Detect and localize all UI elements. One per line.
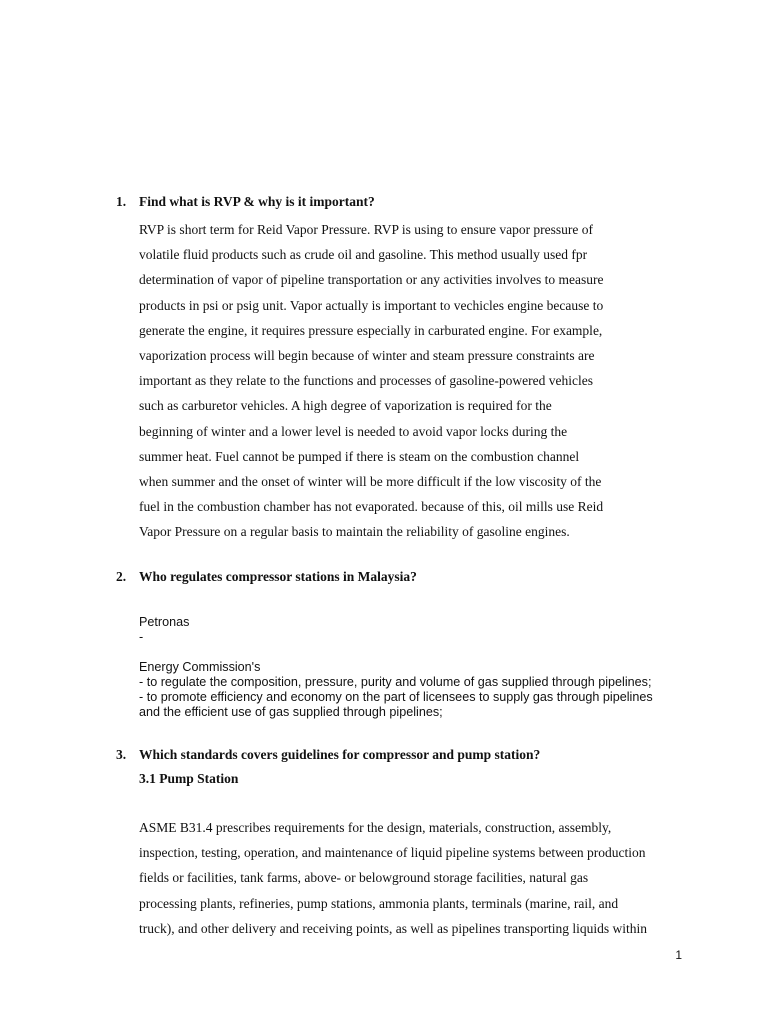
question-2-answer (139, 615, 676, 720)
answer-line: important as they relate to the functions and processes of gasoline-powered vehicles (139, 373, 593, 389)
question-1 (116, 193, 676, 545)
question-1-answer (139, 217, 676, 545)
question-3-title: Which standards covers guidelines for compressor and pump station? (139, 747, 541, 762)
question-3-answer (139, 815, 676, 941)
answer-line: Vapor Pressure on a regular basis to maintain the reliability of gasoline engines. (139, 524, 570, 540)
question-2 (116, 568, 676, 720)
answer-line: processing plants, refineries, pump stations, ammonia plants, terminals (marine, rail, and (139, 895, 619, 911)
question-2-heading (116, 568, 676, 586)
question-1-number: 1. (116, 194, 127, 209)
regulator-detail-line: - to promote efficiency and economy on the part of licensees to supply gas through pipelines (139, 690, 653, 704)
answer-line: generate the engine, it requires pressure especially in carburated engine. For example, (139, 322, 603, 338)
regulator-energy-commission: Energy Commission's (139, 660, 261, 674)
question-3-number: 3. (116, 747, 127, 762)
regulator-detail-line: and the efficient use of gas supplied through pipelines; (139, 705, 443, 719)
answer-line: truck), and other delivery and receiving points, as well as pipelines transporting liquids within (139, 920, 648, 936)
answer-line: fields or facilities, tank farms, above- or belowground storage facilities, natural gas (139, 870, 589, 886)
question-3-heading (116, 746, 676, 764)
answer-line: such as carburetor vehicles. A high degree of vaporization is required for the (139, 398, 552, 414)
answer-line: ASME B31.4 prescribes requirements for the design, materials, construction, assembly, (139, 820, 612, 835)
answer-line: volatile fluid products such as crude oil and gasoline. This method usually used fpr (139, 247, 588, 263)
pump-station-subheading: 3.1 Pump Station (139, 771, 239, 786)
answer-line: beginning of winter and a lower level is needed to avoid vapor locks during the (139, 423, 568, 439)
question-2-title: Who regulates compressor stations in Malaysia? (139, 569, 417, 584)
answer-line: vaporization process will begin because of winter and steam pressure constraints are (139, 348, 595, 364)
regulator-detail-line: - to regulate the composition, pressure, purity and volume of gas supplied through pipelines; (139, 675, 652, 689)
question-2-number: 2. (116, 569, 127, 584)
question-1-title: Find what is RVP & why is it important? (139, 194, 375, 209)
answer-line: inspection, testing, operation, and maintenance of liquid pipeline systems between production (139, 845, 646, 861)
answer-line: summer heat. Fuel cannot be pumped if there is steam on the combustion channel (139, 448, 580, 464)
page-number: 1 (675, 948, 682, 962)
question-3 (116, 746, 676, 941)
answer-line: RVP is short term for Reid Vapor Pressure. RVP is using to ensure vapor pressure of (139, 222, 594, 237)
regulator-petronas-detail: - (139, 630, 144, 644)
answer-line: determination of vapor of pipeline transportation or any activities involves to measure (139, 272, 604, 288)
question-1-heading (116, 193, 676, 211)
answer-line: fuel in the combustion chamber has not evaporated. because of this, oil mills use Reid (139, 499, 604, 515)
answer-line: when summer and the onset of winter will be more difficult if the low viscosity of the (139, 474, 602, 490)
answer-line: products in psi or psig unit. Vapor actually is important to vechicles engine because to (139, 297, 604, 313)
regulator-petronas: Petronas (139, 615, 190, 629)
